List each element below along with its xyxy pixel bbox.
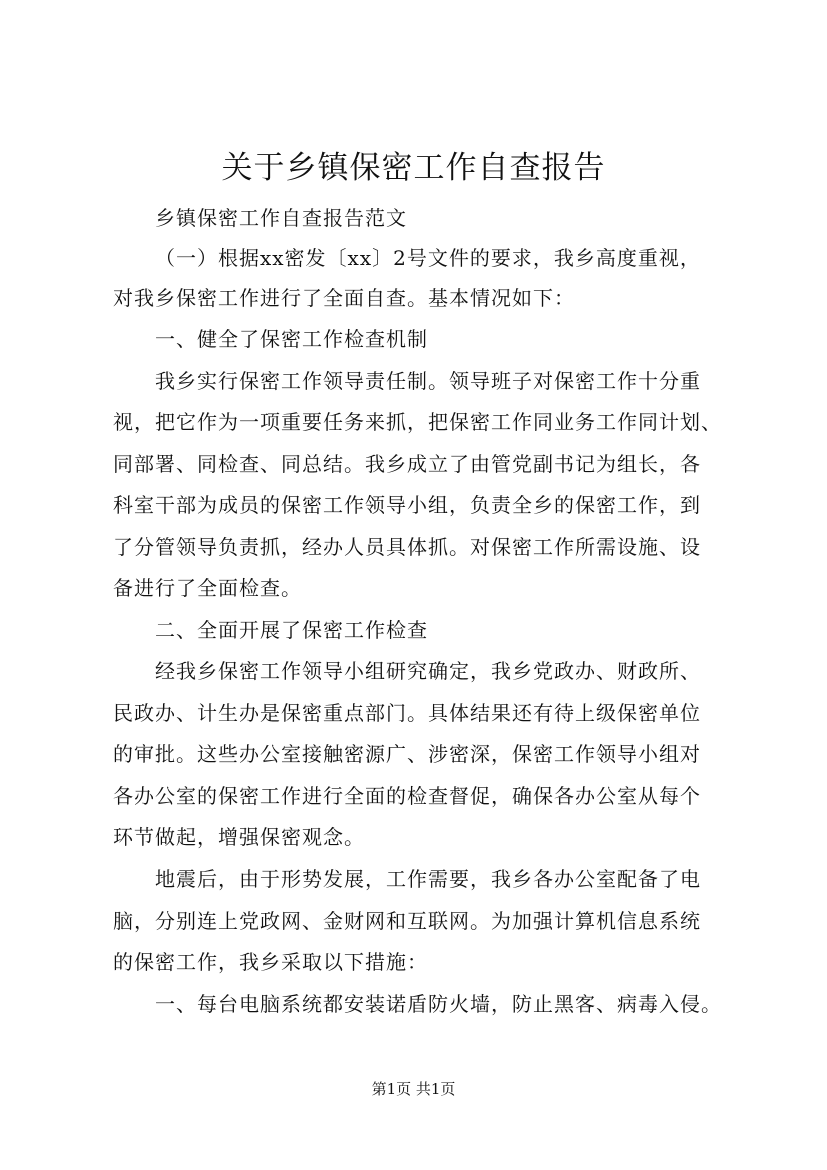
paragraph-line: 了分管领导负责抓，经办人员具体抓。对保密工作所需设施、设 [113,535,701,559]
paragraph-line: 备进行了全面检查。 [113,576,302,600]
paragraph-line: 地震后，由于形势发展，工作需要，我乡各办公室配备了电 [155,867,701,891]
paragraph-line: 的保密工作，我乡采取以下措施： [113,950,428,974]
paragraph-line: 环节做起，增强保密观念。 [113,825,365,849]
paragraph-line: 乡镇保密工作自查报告范文 [155,206,407,230]
paragraph-line: 同部署、同检查、同总结。我乡成立了由管党副书记为组长，各 [113,452,701,476]
section-heading: 一、健全了保密工作检查机制 [155,327,428,351]
document-title: 关于乡镇保密工作自查报告 [221,150,606,186]
paragraph-line: 经我乡保密工作领导小组研究确定，我乡党政办、财政所、 [155,659,701,683]
paragraph-line: 我乡实行保密工作领导责任制。领导班子对保密工作十分重 [155,369,701,393]
paragraph-line: 科室干部为成员的保密工作领导小组，负责全乡的保密工作，到 [113,493,701,517]
paragraph-line: 一、每台电脑系统都安装诺盾防火墙，防止黑客、病毒入侵。 [155,992,722,1016]
paragraph-line: 各办公室的保密工作进行全面的检查督促，确保各办公室从每个 [113,784,701,808]
paragraph-line: 民政办、计生办是保密重点部门。具体结果还有待上级保密单位 [113,701,701,725]
paragraph-line: 的审批。这些办公室接触密源广、涉密深，保密工作领导小组对 [113,742,701,766]
section-heading: 二、全面开展了保密工作检查 [155,618,428,642]
page-footer: 第1页 共1页 [371,1080,456,1098]
paragraph-line: 脑，分别连上党政网、金财网和互联网。为加强计算机信息系统 [113,909,701,933]
paragraph-line: （一）根据xx密发〔xx〕2号文件的要求，我乡高度重视， [155,246,701,270]
paragraph-line: 对我乡保密工作进行了全面自查。基本情况如下： [113,286,575,310]
paragraph-line: 视，把它作为一项重要任务来抓，把保密工作同业务工作同计划、 [113,410,722,434]
